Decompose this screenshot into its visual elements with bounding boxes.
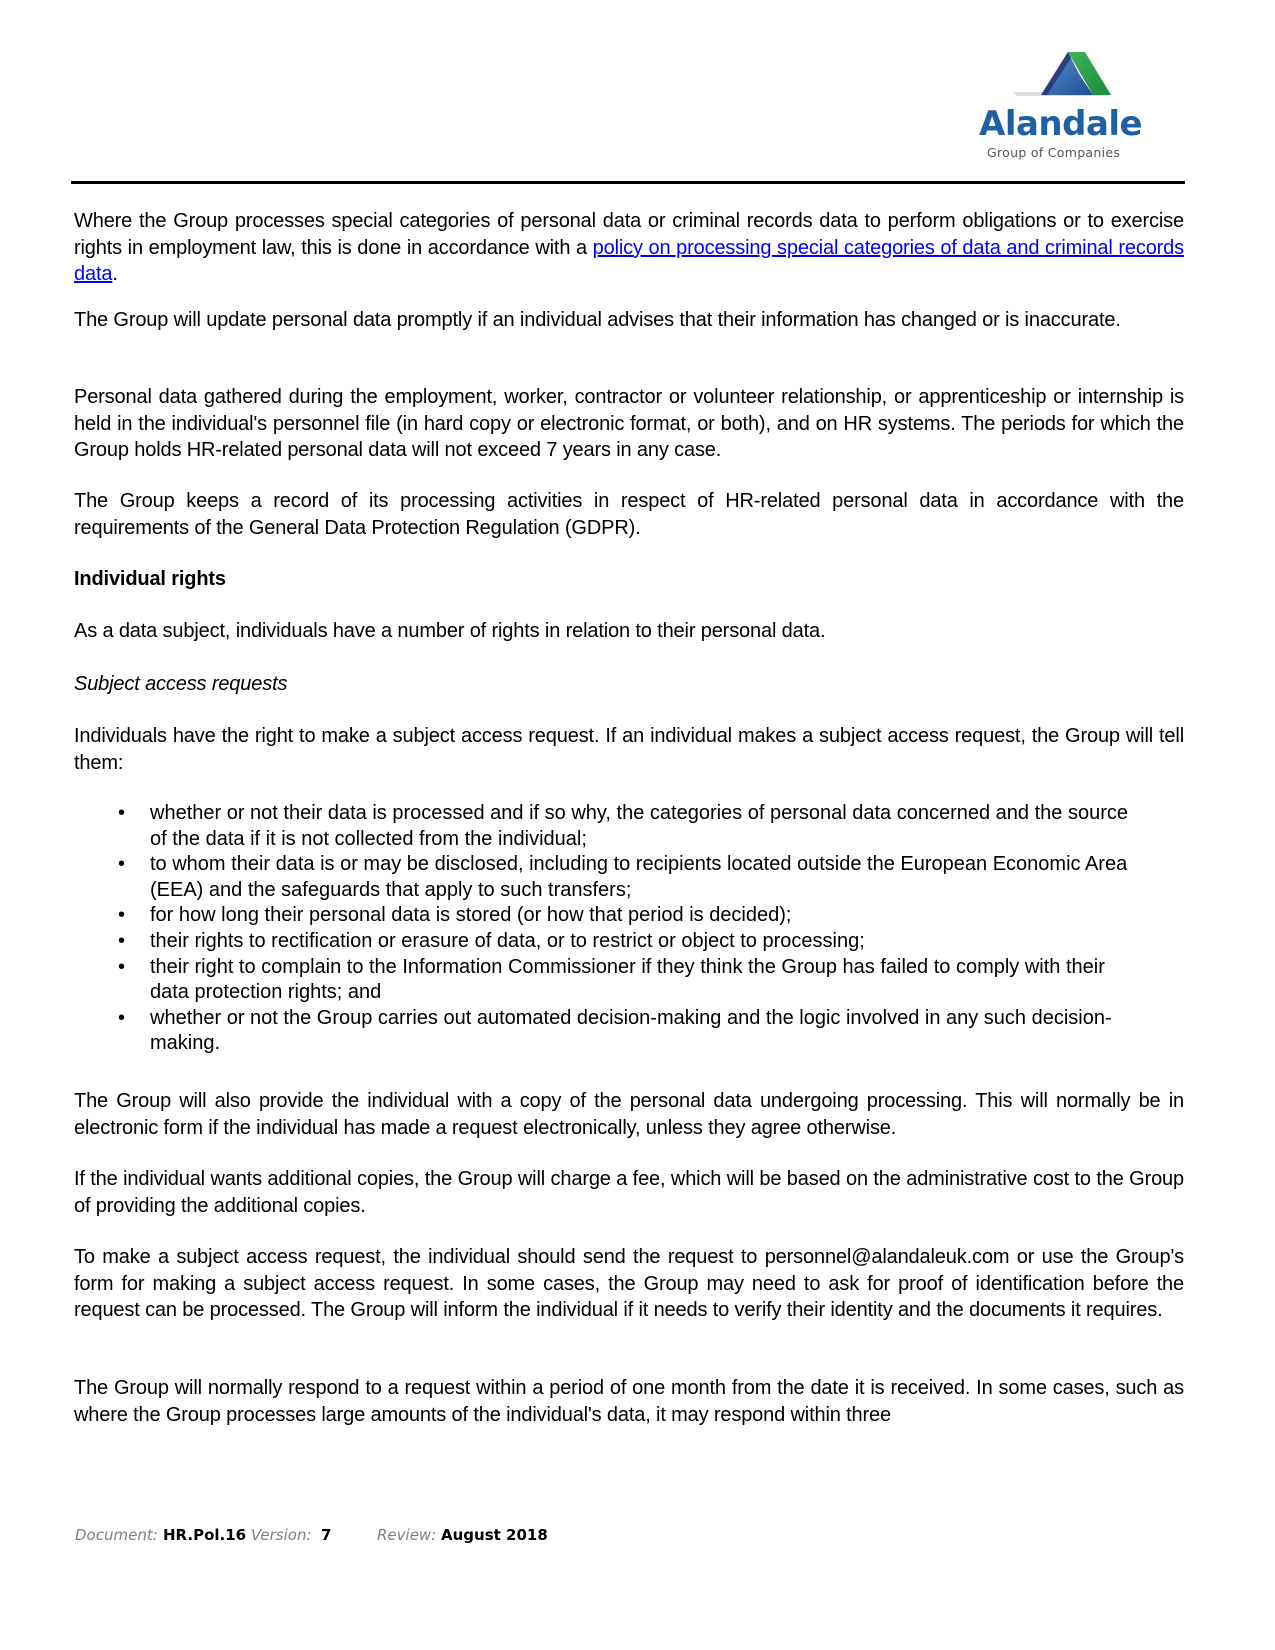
paragraph-text: The Group will also provide the individual with a copy of the personal data undergoing processing. This will normally be in electronic form if the individual has made a request electronically, unless they agree otherwise. — [74, 1090, 1184, 1139]
version-value: 7 — [321, 1526, 332, 1544]
logo-name: Alandale — [979, 104, 1143, 144]
logo-tagline: Group of Companies — [987, 145, 1121, 160]
subheading-text: Subject access requests — [74, 673, 288, 695]
paragraph-text: Where the Group processes special categories of personal data or criminal records data to perform obligations or to exercise rights in employment law, this is done in accordance with a — [74, 210, 1184, 259]
paragraph-data-gathered — [74, 384, 1184, 464]
list-item-text: to whom their data is or may be disclosed, including to recipients located outside the European Economic Area (EEA) and the safeguards that apply to such transfers; — [150, 853, 1128, 901]
list-item — [74, 852, 1184, 903]
paragraph-copy-provided — [74, 1088, 1184, 1141]
paragraph-text: The Group keeps a record of its processing activities in respect of HR-related personal data in accordance with the requirements of the General Data Protection Regulation (GDPR). — [74, 490, 1184, 539]
review-label: Review: — [377, 1526, 437, 1544]
header-divider — [71, 181, 1185, 184]
paragraph-text: To make a subject access request, the individual should send the request to personnel@alandaleuk.com or use the Group's form for making a subject access request. In some cases, the Group may need to ask for proof of identification before the request can be processed. The Group will inform the individual if it needs to verify their identity and the documents it requires. — [74, 1246, 1184, 1322]
list-item — [74, 1006, 1184, 1057]
list-item — [74, 903, 1184, 929]
list-item — [74, 955, 1184, 1006]
policy-link[interactable]: policy on processing special categories of data and criminal records data — [74, 236, 1185, 286]
paragraph-text: As a data subject, individuals have a number of rights in relation to their personal data. — [74, 620, 826, 642]
paragraph-special-categories — [74, 208, 1184, 288]
list-item-text: whether or not the Group carries out automated decision-making and the logic involved in any such decision-making. — [150, 1006, 1112, 1055]
bullet-icon: • — [118, 929, 126, 952]
mountain-logo-icon — [975, 48, 1165, 108]
paragraph-additional-copies — [74, 1166, 1184, 1219]
heading-text: Individual rights — [74, 568, 226, 590]
list-item — [74, 801, 1184, 852]
paragraph-data-subject — [74, 618, 1184, 645]
paragraph-update-data — [74, 307, 1184, 334]
list-item-text: their right to complain to the Information Commissioner if they think the Group has failed to comply with their data protection rights; and — [150, 955, 1105, 1004]
paragraph-right-to-request — [74, 723, 1184, 776]
bullet-icon: • — [118, 904, 126, 927]
paragraph-text: The Group will normally respond to a request within a period of one month from the date it is received. In some cases, such as where the Group processes large amounts of the individual's data, it may respond within three — [74, 1377, 1184, 1426]
rights-bullet-list — [74, 801, 1184, 1057]
paragraph-text: Individuals have the right to make a subject access request. If an individual makes a subject access request, the Group will tell them: — [74, 725, 1184, 774]
bullet-icon: • — [118, 802, 126, 824]
review-date: August 2018 — [441, 1526, 548, 1544]
paragraph-text-end: . — [112, 263, 118, 286]
document-id: HR.Pol.16 — [163, 1526, 247, 1544]
document-label: Document: — [75, 1526, 158, 1544]
paragraph-text: If the individual wants additional copies, the Group will charge a fee, which will be based on the administrative cost to the Group of providing the additional copies. — [74, 1168, 1184, 1217]
bullet-icon: • — [118, 853, 126, 876]
bullet-icon: • — [118, 955, 126, 978]
list-item — [74, 929, 1184, 955]
heading-individual-rights — [74, 566, 1184, 593]
list-item-text: their rights to rectification or erasure of data, or to restrict or object to processing; — [150, 929, 865, 952]
paragraph-how-to-request — [74, 1244, 1184, 1324]
list-item-text: for how long their personal data is stored (or how that period is decided); — [150, 904, 792, 927]
paragraph-processing-record — [74, 488, 1184, 541]
bullet-icon: • — [118, 1006, 126, 1029]
paragraph-text: Personal data gathered during the employment, worker, contractor or volunteer relationship, or apprenticeship or internship is held in the individual's personnel file (in hard copy or electronic format, or both), and on HR systems. The periods for which the Group holds HR-related personal data will not exceed 7 years in any case. — [74, 386, 1184, 462]
list-item-text: whether or not their data is processed and if so why, the categories of personal data concerned and the source of the data if it is not collected from the individual; — [150, 802, 1128, 850]
paragraph-text: The Group will update personal data promptly if an individual advises that their information has changed or is inaccurate. — [74, 309, 1121, 331]
version-label: Version: — [251, 1526, 312, 1544]
subheading-subject-access-requests — [74, 671, 1184, 698]
paragraph-response-time — [74, 1375, 1184, 1428]
company-logo — [975, 48, 1165, 163]
